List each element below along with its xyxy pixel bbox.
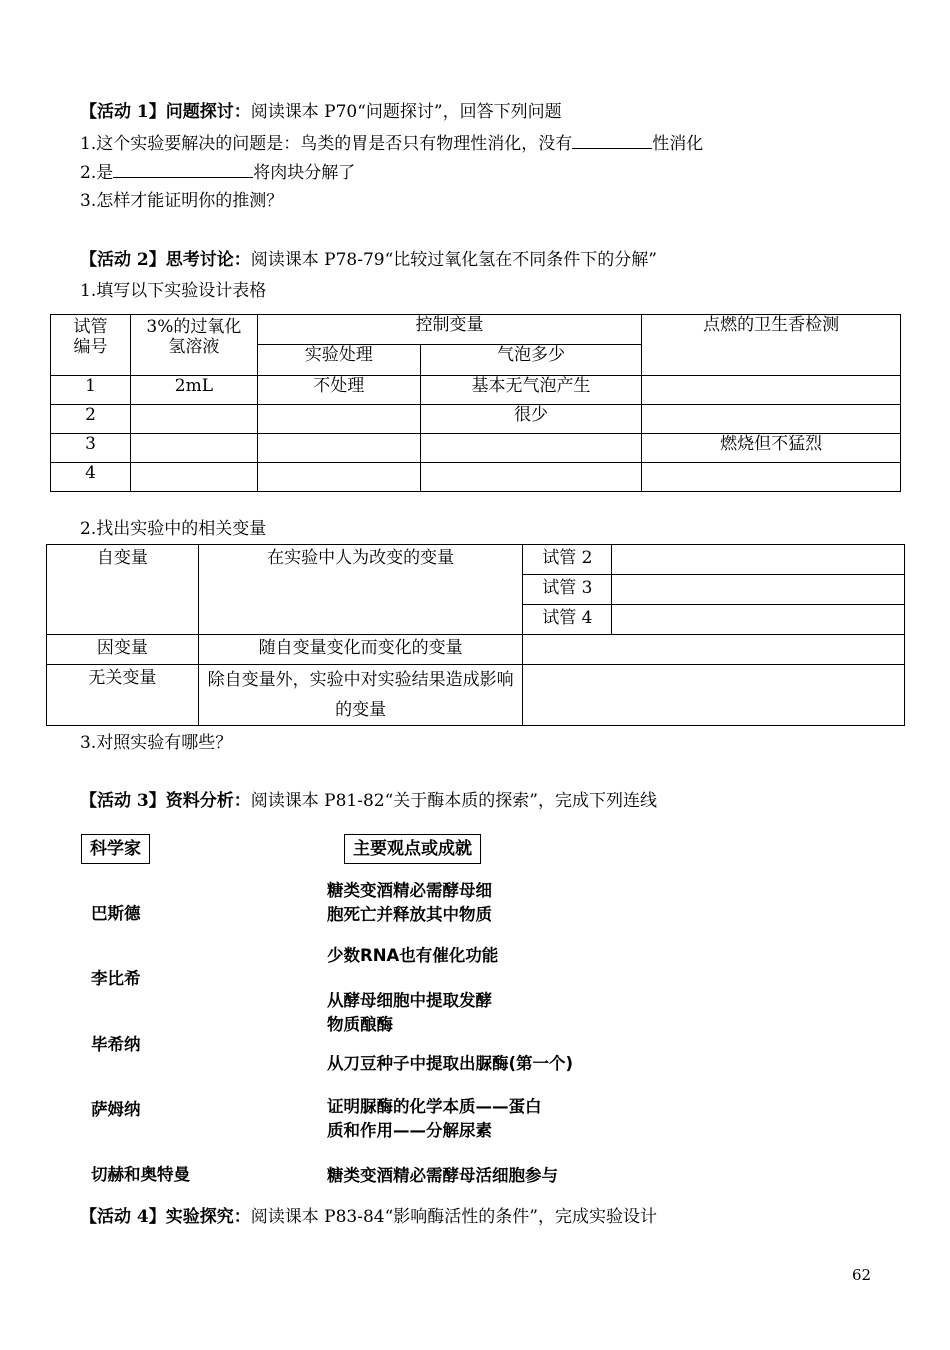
q1-text: 1.这个实验要解决的问题是：鸟类的胃是否只有物理性消化，没有 [80, 134, 573, 154]
q2-blank[interactable] [113, 161, 253, 178]
header-bubbles: 气泡多少 [420, 345, 642, 376]
cell-tube: 3 [51, 434, 131, 463]
cell-treatment[interactable] [257, 434, 420, 463]
view-item[interactable] [327, 989, 492, 1037]
view-line: 从酵母细胞中提取发酵 [327, 991, 492, 1010]
irrelevant-variable-definition: 除自变量外，实验中对实验结果造成影响的变量 [198, 665, 523, 726]
activity1-label: 【活动 1】问题探讨： [80, 102, 251, 122]
q2-text: 2.是 [80, 163, 114, 183]
irrelevant-variable-cell[interactable] [523, 665, 905, 726]
independent-variable-definition: 在实验中人为改变的变量 [198, 545, 523, 635]
cell-treatment[interactable] [257, 405, 420, 434]
view-line: 胞死亡并释放其中物质 [327, 905, 492, 924]
view-line: 从刀豆种子中提取出脲酶(第一个) [327, 1054, 574, 1073]
tube-2-label: 试管 2 [523, 545, 612, 575]
tube-4-cell[interactable] [612, 605, 905, 635]
cell-incense[interactable] [642, 463, 901, 492]
dependent-variable-label: 因变量 [47, 635, 199, 665]
view-item[interactable] [327, 1052, 573, 1076]
table-row [51, 434, 901, 463]
irrelevant-variable-label: 无关变量 [47, 665, 199, 726]
cell-tube: 1 [51, 376, 131, 405]
activity2-heading [80, 250, 657, 270]
cell-bubbles[interactable]: 很少 [420, 405, 642, 434]
cell-incense[interactable]: 燃烧但不猛烈 [642, 434, 901, 463]
tube-4-label: 试管 4 [523, 605, 612, 635]
scientist-buchner[interactable]: 毕希纳 [91, 1035, 141, 1054]
activity1-heading [80, 102, 562, 122]
header-control-variable: 控制变量 [257, 315, 641, 345]
dependent-variable-definition: 随自变量变化而变化的变量 [198, 635, 523, 665]
independent-variable-label: 自变量 [47, 545, 199, 635]
activity3-heading [80, 791, 657, 811]
view-line: 糖类变酒精必需酵母活细胞参与 [327, 1166, 558, 1185]
activity2-label: 【活动 2】思考讨论： [80, 250, 251, 270]
activity3-label: 【活动 3】资料分析： [80, 791, 251, 811]
cell-h2o2[interactable] [130, 405, 257, 434]
scientist-sumner[interactable]: 萨姆纳 [91, 1100, 141, 1119]
view-line: 质和作用——分解尿素 [327, 1121, 492, 1140]
cell-h2o2[interactable] [130, 463, 257, 492]
scientist-liebig[interactable]: 李比希 [91, 969, 141, 988]
views-box: 主要观点或成就 [344, 834, 481, 864]
view-item[interactable] [327, 1095, 542, 1143]
header-treatment: 实验处理 [257, 345, 420, 376]
view-item[interactable] [327, 1164, 558, 1188]
view-line: 物质酿酶 [327, 1015, 393, 1034]
cell-incense[interactable] [642, 376, 901, 405]
activity2-instruction: 阅读课本 P78-79“比较过氧化氢在不同条件下的分解” [250, 250, 657, 270]
tube-3-label: 试管 3 [523, 575, 612, 605]
scientist-box: 科学家 [81, 834, 150, 864]
view-line: 证明脲酶的化学本质——蛋白 [327, 1097, 542, 1116]
q1-blank[interactable] [572, 132, 652, 149]
table-row [51, 405, 901, 434]
view-item[interactable] [327, 944, 498, 968]
experiment-design-table [50, 314, 901, 492]
header-incense-test: 点燃的卫生香检测 [642, 315, 901, 376]
table-row [51, 376, 901, 405]
cell-bubbles[interactable] [420, 434, 642, 463]
cell-bubbles[interactable] [420, 463, 642, 492]
tube-2-cell[interactable] [612, 545, 905, 575]
q1-suffix: 性消化 [652, 134, 704, 154]
cell-bubbles[interactable]: 基本无气泡产生 [420, 376, 642, 405]
activity4-instruction: 阅读课本 P83-84“影响酶活性的条件”，完成实验设计 [250, 1207, 657, 1227]
view-line: 糖类变酒精必需酵母细 [327, 881, 492, 900]
header-tube-number: 试管编号 [51, 315, 131, 376]
cell-tube: 4 [51, 463, 131, 492]
activity1-question-2 [80, 161, 355, 183]
cell-h2o2[interactable]: 2mL [130, 376, 257, 405]
activity4-heading [80, 1207, 657, 1227]
cell-treatment[interactable] [257, 463, 420, 492]
scientist-cech-altman[interactable]: 切赫和奥特曼 [91, 1165, 190, 1184]
q2-suffix: 将肉块分解了 [253, 163, 356, 183]
activity1-question-1 [80, 132, 703, 154]
scientist-pasteur[interactable]: 巴斯德 [91, 904, 141, 923]
activity1-question-3: 3.怎样才能证明你的推测？ [80, 191, 284, 211]
variables-table [46, 544, 905, 726]
view-item[interactable] [327, 879, 492, 927]
dependent-variable-cell[interactable] [523, 635, 905, 665]
cell-treatment[interactable]: 不处理 [257, 376, 420, 405]
tube-3-cell[interactable] [612, 575, 905, 605]
activity2-question-2: 2.找出实验中的相关变量 [80, 519, 267, 539]
table-row [51, 463, 901, 492]
cell-incense[interactable] [642, 405, 901, 434]
activity4-label: 【活动 4】实验探究： [80, 1207, 251, 1227]
page-number: 62 [852, 1266, 872, 1284]
activity2-question-3: 3.对照实验有哪些？ [80, 733, 233, 753]
cell-tube: 2 [51, 405, 131, 434]
activity3-instruction: 阅读课本 P81-82“关于酶本质的探索”，完成下列连线 [250, 791, 657, 811]
view-line: 少数RNA也有催化功能 [327, 946, 499, 965]
activity1-instruction: 阅读课本 P70“问题探讨”，回答下列问题 [250, 102, 562, 122]
cell-h2o2[interactable] [130, 434, 257, 463]
header-h2o2: 3%的过氧化氢溶液 [130, 315, 257, 376]
activity2-question-1: 1.填写以下实验设计表格 [80, 281, 267, 301]
